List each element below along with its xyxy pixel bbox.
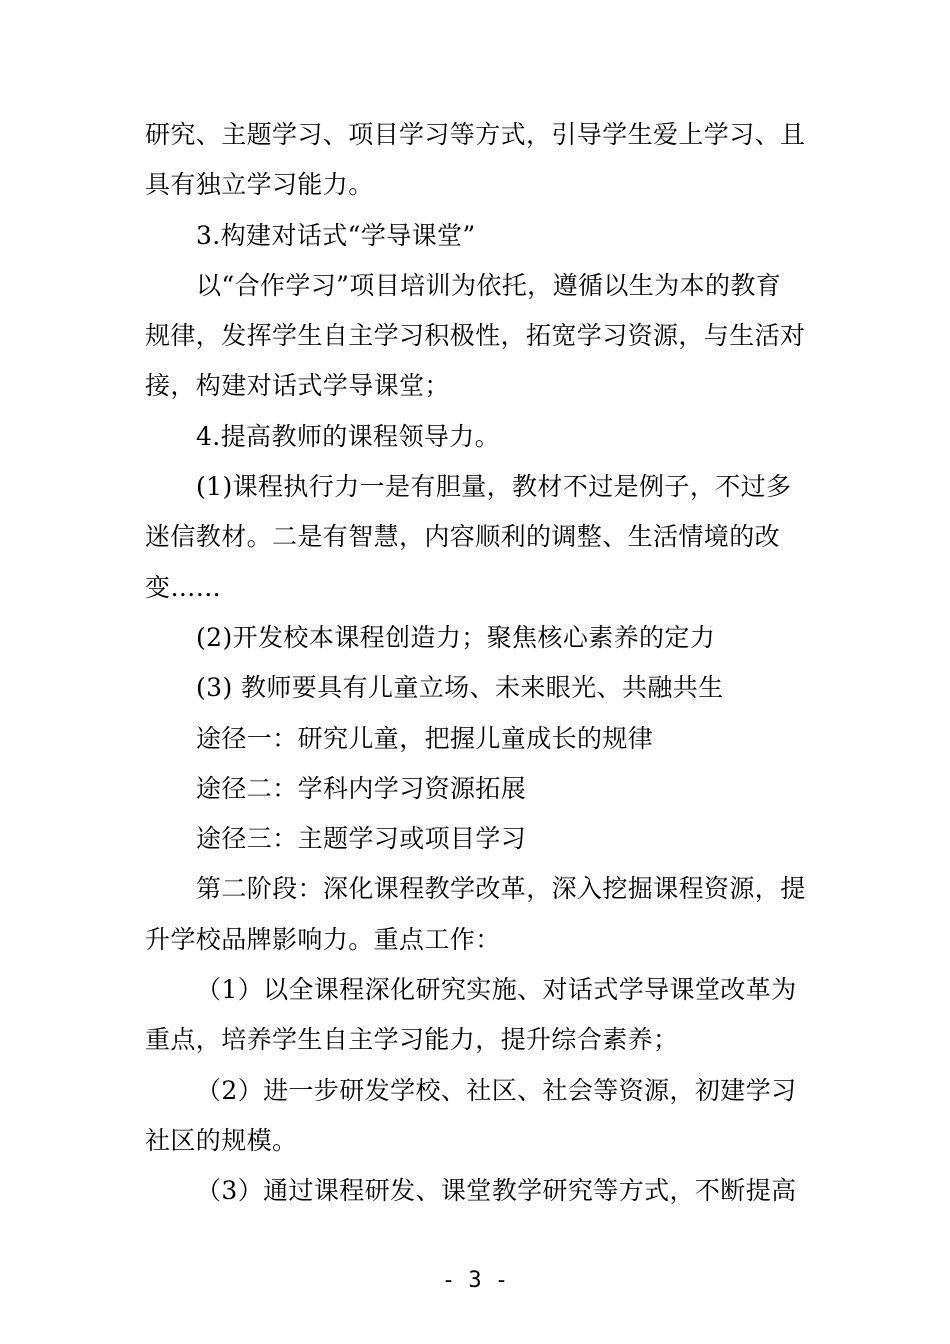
text-line: 迷信教材。二是有智慧，内容顺利的调整、生活情境的改 <box>145 522 781 552</box>
text-line: 重点，培养学生自主学习能力，提升综合素养； <box>145 1025 679 1055</box>
text-line: 途径三：主题学习或项目学习 <box>196 824 527 854</box>
document-body <box>145 110 810 1217</box>
text-line: （3）通过课程研发、课堂教学研究等方式，不断提高 <box>196 1176 797 1206</box>
text-line: (3) 教师要具有儿童立场、未来眼光、共融共生 <box>196 673 724 703</box>
page-number: - 3 - <box>441 1268 509 1293</box>
text-line: 以“合作学习”项目培训为依托，遵循以生为本的教育 <box>196 270 782 300</box>
text-line: (2)开发校本课程创造力；聚焦核心素养的定力 <box>196 622 716 652</box>
text-line: 途径二：学科内学习资源拓展 <box>196 773 527 803</box>
text-line: 具有独立学习能力。 <box>145 170 374 200</box>
text-line: （1）以全课程深化研究实施、对话式学导课堂改革为 <box>196 975 797 1005</box>
text-line: 4.提高教师的课程领导力。 <box>196 421 501 451</box>
text-line: 社区的规模。 <box>145 1125 298 1155</box>
text-line: 升学校品牌影响力。重点工作： <box>145 924 501 954</box>
text-line: 规律，发挥学生自主学习积极性，拓宽学习资源，与生活对 <box>145 321 806 351</box>
text-line: 接，构建对话式学导课堂； <box>145 371 450 401</box>
text-line: 研究、主题学习、项目学习等方式，引导学生爱上学习、且 <box>145 120 806 149</box>
text-line: 第二阶段：深化课程教学改革，深入挖掘课程资源，提 <box>196 874 806 904</box>
text-line: (1)课程执行力一是有胆量，教材不过是例子，不过多 <box>196 472 792 502</box>
text-line: 3.构建对话式“学导课堂” <box>196 220 476 250</box>
text-line: （2）进一步研发学校、社区、社会等资源，初建学习 <box>196 1075 797 1105</box>
text-line: 途径一：研究儿童，把握儿童成长的规律 <box>196 723 654 753</box>
text-line: 变…… <box>145 572 222 602</box>
